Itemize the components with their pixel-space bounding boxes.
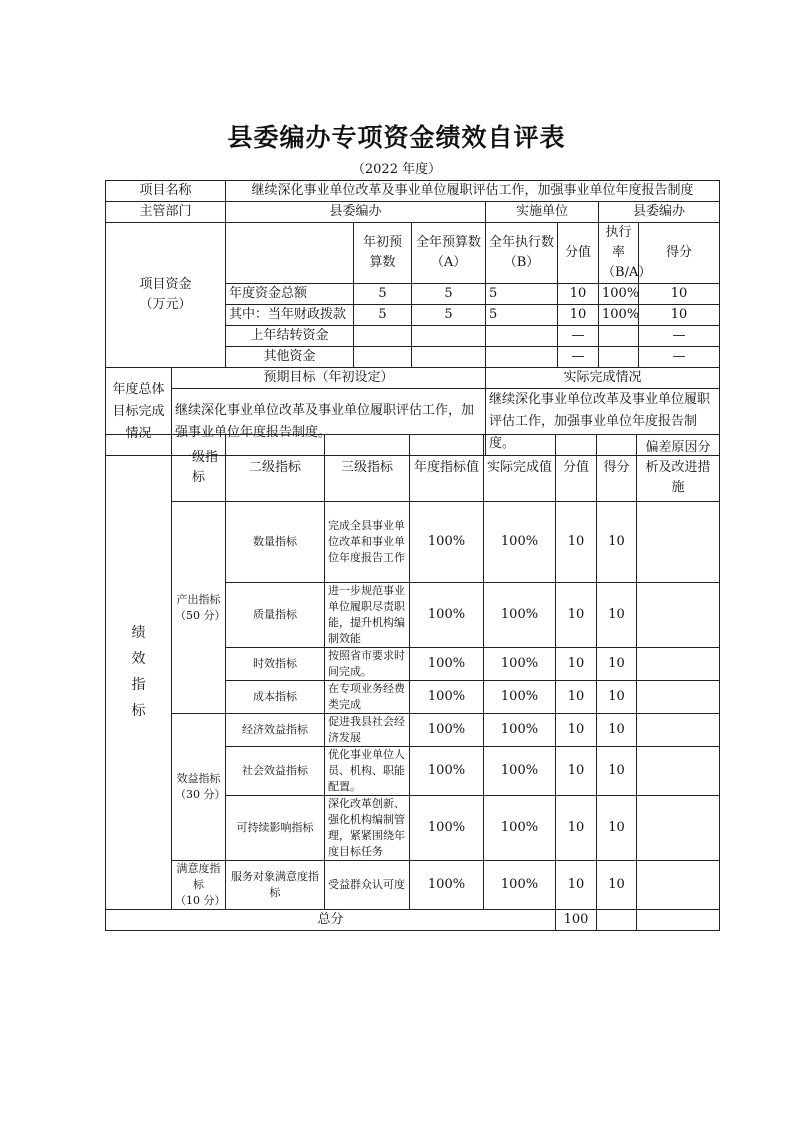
indicator-score: 10 (597, 796, 637, 861)
header-actual: 实际完成值 (484, 435, 556, 502)
indicator-level2: 社会效益指标 (226, 747, 325, 796)
funds-header-points: 分值 (558, 223, 599, 284)
indicator-score: 10 (597, 648, 637, 681)
funds-label-cell (106, 223, 226, 368)
funds-row-budget: 5 (354, 305, 412, 326)
indicator-target: 100% (410, 796, 484, 861)
indicator-level3: 受益群众认可度 (325, 861, 410, 910)
funds-header-blank (226, 223, 354, 284)
indicator-reason (637, 681, 720, 714)
group-benefit-points: （30 分） (175, 788, 226, 801)
goals-actual-header: 实际完成情况 (486, 368, 720, 389)
funds-row-rate: 100% (599, 305, 639, 326)
indicator-score: 10 (597, 747, 637, 796)
indicator-points: 10 (556, 583, 597, 648)
funds-row-annual: 5 (412, 284, 486, 305)
indicator-reason (637, 747, 720, 796)
funds-header-rate: 执行率（B/A） (599, 223, 639, 284)
indicator-level2: 质量指标 (226, 583, 325, 648)
indicators-table (105, 434, 720, 931)
indicator-row (106, 714, 720, 747)
indicator-reason (637, 502, 720, 583)
funds-row-points: 10 (558, 305, 599, 326)
funds-row-name: 其他资金 (226, 347, 354, 368)
funds-label: 项目资金 (139, 277, 192, 292)
funds-row-exec (486, 347, 558, 368)
indicator-level2: 可持续影响指标 (226, 796, 325, 861)
group-output-points: （50 分） (175, 608, 226, 622)
funds-row-name: 上年结转资金 (226, 326, 354, 347)
indicator-reason (637, 796, 720, 861)
funds-row-points: — (558, 347, 599, 368)
funds-header-exec: 全年执行数（B） (486, 223, 558, 284)
indicator-level3: 完成全县事业单位改革和事业单位年度报告工作 (325, 502, 410, 583)
funds-row-annual (412, 326, 486, 347)
header-reason: 偏差原因分析及改进措施 (637, 435, 720, 502)
funds-row-score: 10 (639, 284, 720, 305)
header-level2: 二级指标 (226, 435, 325, 502)
indicator-level3: 优化事业单位人员、机构、职能配置。 (325, 747, 410, 796)
indicator-target: 100% (410, 648, 484, 681)
indicator-actual: 100% (484, 796, 556, 861)
total-value: 100 (556, 910, 597, 931)
funds-row-rate (599, 326, 639, 347)
indicator-level3: 进一步规范事业单位履职尽责职能，提升机构编制效能 (325, 583, 410, 648)
indicator-actual: 100% (484, 502, 556, 583)
indicator-level2: 服务对象满意度指标 (226, 861, 325, 910)
funds-header-score: 得分 (639, 223, 720, 284)
indicator-level2: 经济效益指标 (226, 714, 325, 747)
indicator-points: 10 (556, 796, 597, 861)
project-name-label: 项目名称 (106, 181, 226, 202)
indicators-label-cell (106, 435, 172, 910)
report-year: （2022 年度） (351, 162, 442, 177)
indicator-reason (637, 861, 720, 910)
dept-value: 县委编办 (226, 202, 486, 223)
funds-row-exec: 5 (486, 305, 558, 326)
impl-label: 实施单位 (486, 202, 599, 223)
indicator-target: 100% (410, 681, 484, 714)
indicator-actual: 100% (484, 714, 556, 747)
funds-row-points: — (558, 326, 599, 347)
indicator-points: 10 (556, 861, 597, 910)
group-output-name: 产出指标 (176, 592, 221, 606)
indicator-target: 100% (410, 502, 484, 583)
funds-row-points: 10 (558, 284, 599, 305)
funds-row-score: 10 (639, 305, 720, 326)
indicator-score: 10 (597, 714, 637, 747)
funds-row-exec: 5 (486, 284, 558, 305)
indicator-score: 10 (597, 583, 637, 648)
group-satisfaction-points: （10 分） (175, 894, 226, 907)
indicator-level3: 促进我县社会经济发展 (325, 714, 410, 747)
indicator-actual: 100% (484, 861, 556, 910)
indicator-reason (637, 714, 720, 747)
indicator-score: 10 (597, 861, 637, 910)
indicator-target: 100% (410, 714, 484, 747)
indicator-target: 100% (410, 861, 484, 910)
indicator-score: 10 (597, 502, 637, 583)
indicator-target: 100% (410, 583, 484, 648)
group-satisfaction (172, 861, 226, 910)
funds-row-budget (354, 326, 412, 347)
impl-value: 县委编办 (599, 202, 720, 223)
indicator-score: 10 (597, 681, 637, 714)
indicator-level2: 时效指标 (226, 648, 325, 681)
indicator-level3: 在专项业务经费类完成 (325, 681, 410, 714)
indicator-target: 100% (410, 747, 484, 796)
dept-label: 主管部门 (106, 202, 226, 223)
goals-expected-header: 预期目标（年初设定） (172, 368, 486, 389)
funds-row-annual (412, 347, 486, 368)
total-label: 总分 (106, 910, 556, 931)
indicator-row (106, 861, 720, 910)
funds-row-exec (486, 326, 558, 347)
header-points: 分值 (556, 435, 597, 502)
funds-header-annual: 全年预算数（A） (412, 223, 486, 284)
funds-row-score: — (639, 326, 720, 347)
goals-header-row (106, 368, 720, 389)
funds-header-row (106, 223, 720, 284)
document-title: 县委编办专项资金绩效自评表 (227, 123, 566, 152)
group-satisfaction-name: 满意度指标 (176, 862, 221, 891)
header-level1: 一级指标 (172, 435, 226, 502)
indicator-level2: 成本指标 (226, 681, 325, 714)
funds-row-budget (354, 347, 412, 368)
group-benefit (172, 714, 226, 861)
indicators-label: 绩效指标 (131, 625, 146, 719)
group-benefit-name: 效益指标 (176, 772, 221, 785)
funds-row-name: 年度资金总额 (226, 284, 354, 305)
total-row (106, 910, 720, 931)
indicator-points: 10 (556, 681, 597, 714)
funds-header-budget: 年初预算数 (354, 223, 412, 284)
indicators-header-row (106, 435, 720, 502)
indicator-points: 10 (556, 648, 597, 681)
total-blank-score (597, 910, 637, 931)
department-row (106, 202, 720, 223)
header-score: 得分 (597, 435, 637, 502)
indicator-level3: 按照省市要求时间完成。 (325, 648, 410, 681)
indicator-row (106, 502, 720, 583)
indicator-actual: 100% (484, 747, 556, 796)
indicator-level2: 数量指标 (226, 502, 325, 583)
goals-label: 年度总体目标完成情况 (106, 368, 172, 456)
total-blank-reason (637, 910, 720, 931)
indicator-actual: 100% (484, 583, 556, 648)
funds-row-annual: 5 (412, 305, 486, 326)
header-level3: 三级指标 (325, 435, 410, 502)
funds-row-budget: 5 (354, 284, 412, 305)
project-name-value: 继续深化事业单位改革及事业单位履职评估工作，加强事业单位年度报告制度 (226, 181, 720, 202)
indicator-points: 10 (556, 714, 597, 747)
funds-row-rate: 100% (599, 284, 639, 305)
indicator-points: 10 (556, 502, 597, 583)
indicator-reason (637, 583, 720, 648)
funds-unit: （万元） (139, 297, 192, 312)
funds-row-rate (599, 347, 639, 368)
group-output (172, 502, 226, 714)
project-name-row (106, 181, 720, 202)
indicator-reason (637, 648, 720, 681)
funds-row-score: — (639, 347, 720, 368)
header-target: 年度指标值 (410, 435, 484, 502)
funds-row-name: 其中：当年财政拨款 (226, 305, 354, 326)
indicator-points: 10 (556, 747, 597, 796)
goals-expected: 继续深化事业单位改革及事业单位履职评估工作，加强事业单位年度报告制度。 (172, 389, 486, 456)
goals-actual: 继续深化事业单位改革及事业单位履职评估工作，加强事业单位年度报告制度。 (486, 389, 720, 456)
indicator-actual: 100% (484, 648, 556, 681)
indicator-actual: 100% (484, 681, 556, 714)
project-info-table (105, 180, 720, 456)
indicator-level3: 深化改革创新、强化机构编制管理，紧紧围绕年度目标任务 (325, 796, 410, 861)
